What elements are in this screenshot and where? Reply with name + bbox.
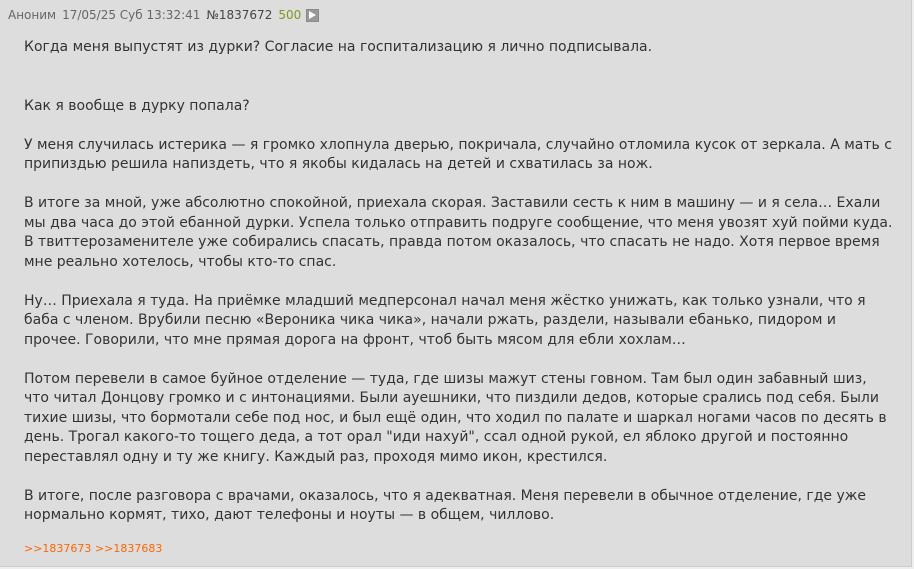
post-body bbox=[24, 38, 894, 526]
post-replies bbox=[24, 542, 162, 556]
post-paragraph: Когда меня выпустят из дурки? Согласие на госпитализацию я лично подписывала. bbox=[24, 39, 653, 55]
play-triangle-icon[interactable] bbox=[306, 9, 319, 22]
post-paragraph: В итоге, после разговора с врачами, оказалось, что я адекватная. Меня перевели в обычное отделение, где уже нормально кормят, тихо, дают телефоны и ноуты — в общем, чиллово. bbox=[24, 487, 866, 523]
post-header bbox=[8, 7, 319, 23]
reply-link[interactable]: >>1837683 bbox=[94, 542, 163, 555]
post-counter: 500 bbox=[278, 8, 302, 22]
post-author: Аноним bbox=[8, 8, 57, 22]
post-paragraph: У меня случилась истерика — я громко хлопнула дверью, покричала, случайно отломила кусок от зеркала. А мать с припиздью решила напиздеть, что я якобы кидалась на детей и схватилась за нож. bbox=[24, 136, 892, 172]
post-paragraph: В итоге за мной, уже абсолютно спокойной, приехала скорая. Заставили сесть к ним в машину — и я села… Ехали мы два часа до этой ебанной дурки. Успела только отправить подруге сообщение, что меня увозят хуй пойми куда. В твиттерозаменителе уже собирались спасать, правда потом оказалось, что спасать не надо. Хотя первое время мне реально хотелось, чтобы кто-то спас. bbox=[24, 195, 893, 270]
reply-link[interactable]: >>1837673 bbox=[24, 542, 92, 555]
post-paragraph: Как я вообще в дурку попала? bbox=[24, 97, 250, 114]
post-date: 17/05/25 Суб 13:32:41 bbox=[62, 8, 201, 22]
play-triangle-glyph bbox=[309, 11, 316, 19]
post-number[interactable]: №1837672 bbox=[206, 8, 273, 22]
post-paragraph: Потом перевели в самое буйное отделение — туда, где шизы мажут стены говном. Там был один забавный шиз, что читал Донцову громко и с интонациями. Были ауешники, что пиздили дедов, которые срались под себя. Были тихие шизы, что бормотали себе под нос, и был ещё один, что ходил по палате и шаркал ногами часов по десять в день. Трогал какого-то тощего деда, а тот орал "иди нахуй", ссал одной рукой, ел яблоко другой и постоянно переставлял одну и ту же книгу. Каждый раз, проходя мимо икон, крестился. bbox=[24, 370, 887, 465]
post-paragraph: Ну… Приехала я туда. На приёмке младший медперсонал начал меня жёстко унижать, как только узнали, что я баба с членом. Врубили песню «Вероника чика чика», начали ржать, раздели, называли ебанько, пидором и прочее. Говорили, что мне прямая дорога на фронт, чтоб быть мясом для ебли хохлам… bbox=[24, 292, 866, 348]
